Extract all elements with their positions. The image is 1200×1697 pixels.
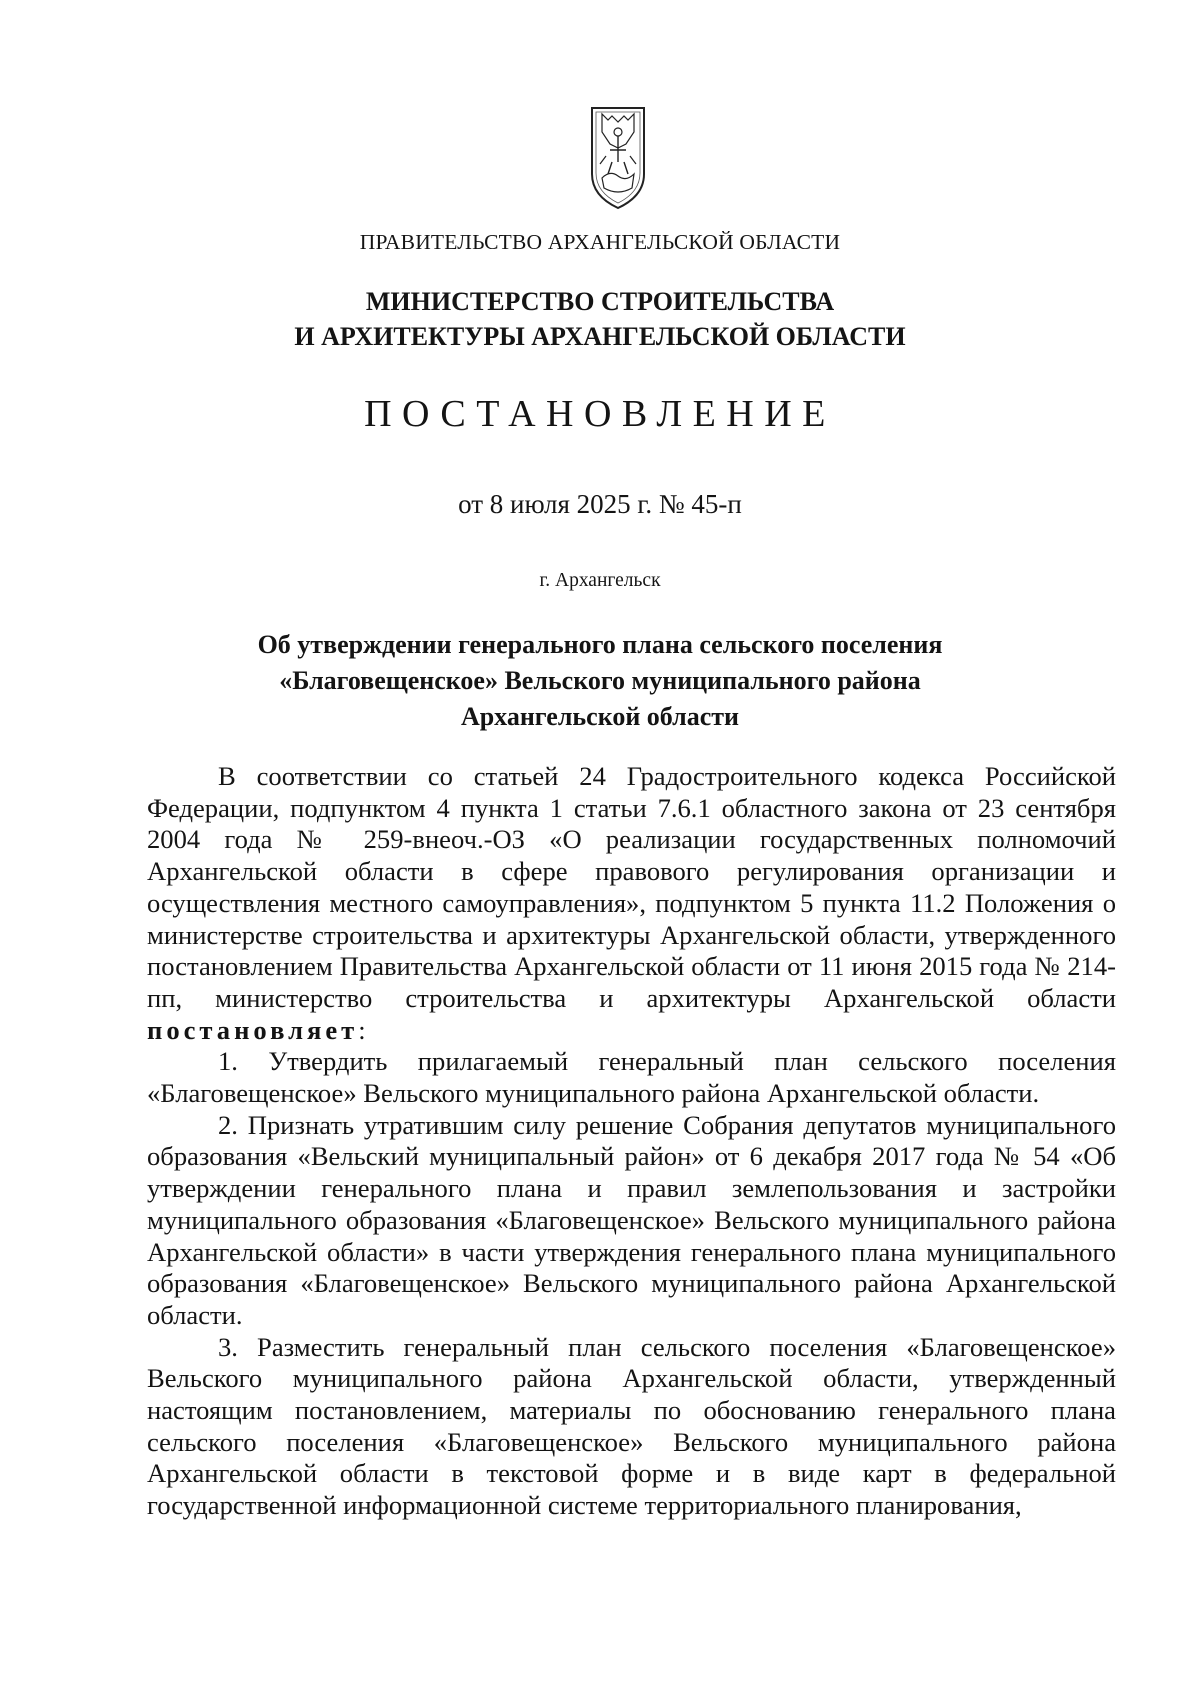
resolves-keyword: постановляет bbox=[147, 1014, 359, 1045]
resolves-colon: : bbox=[358, 1014, 366, 1045]
government-name: ПРАВИТЕЛЬСТВО АРХАНГЕЛЬСКОЙ ОБЛАСТИ bbox=[359, 230, 841, 254]
ministry-name-line-1: МИНИСТЕРСТВО СТРОИТЕЛЬСТВА bbox=[365, 287, 835, 316]
ministry-name bbox=[0, 284, 1200, 354]
document-body bbox=[147, 761, 1116, 1522]
document-city: г. Архангельск bbox=[539, 570, 661, 591]
item-1-paragraph: 1. Утвердить прилагаемый генеральный план сельского поселения «Благовещенское» Вельского муниципального района Архангельской области. bbox=[147, 1046, 1116, 1109]
document-type: ПОСТАНОВЛЕНИЕ bbox=[364, 393, 836, 435]
subject-line-3: Архангельской области bbox=[460, 702, 740, 731]
preamble-text: В соответствии со статьей 24 Градостроительного кодекса Российской Федерации, подпунктом 4 пункта 1 статьи 7.6.1 областного закона от 23 сентября 2004 года № 259-внеоч.-ОЗ «О реализации государственных полномочий Архангельской области в сфере правового регулирования организации и осуществления местного самоуправления», подпунктом 5 пункта 11.2 Положения о министерстве строительства и архитектуры Архангельской области, утвержденного постановлением Правительства Архангельской области от 11 июня 2015 года № 214-пп, министерство строительства и архитектуры Архангельской области bbox=[147, 761, 1116, 1013]
document-subject bbox=[0, 627, 1200, 735]
ministry-name-line-2: И АРХИТЕКТУРЫ АРХАНГЕЛЬСКОЙ ОБЛАСТИ bbox=[294, 322, 906, 351]
document-date-number: от 8 июля 2025 г. № 45-п bbox=[458, 489, 742, 519]
item-3-paragraph: 3. Разместить генеральный план сельского поселения «Благовещенское» Вельского муниципального района Архангельской области, утвержденный настоящим постановлением, материалы по обоснованию генерального плана сельского поселения «Благовещенское» Вельского муниципального района Архангельской области в текстовой форме и в виде карт в федеральной государственной информационной системе территориального планирования, bbox=[147, 1331, 1116, 1521]
coat-of-arms-icon bbox=[588, 104, 648, 212]
subject-line-2: «Благовещенское» Вельского муниципального района bbox=[279, 666, 921, 695]
subject-line-1: Об утверждении генерального плана сельского поселения bbox=[257, 630, 943, 659]
item-2-paragraph: 2. Признать утратившим силу решение Собрания депутатов муниципального образования «Вельский муниципальный район» от 6 декабря 2017 года № 54 «Об утверждении генерального плана и правил землепользования и застройки муниципального образования «Благовещенское» Вельского муниципального района Архангельской области» в части утверждения генерального плана муниципального образования «Благовещенское» Вельского муниципального района Архангельской области. bbox=[147, 1109, 1116, 1330]
preamble-paragraph bbox=[147, 761, 1116, 1046]
